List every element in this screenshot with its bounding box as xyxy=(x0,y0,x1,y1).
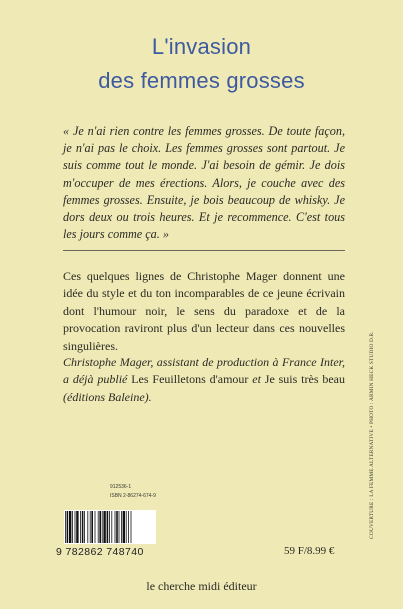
author-note-part2: (éditions Baleine). xyxy=(63,389,152,404)
isbn-code-line-1: 912536-1 xyxy=(110,484,132,490)
barcode-icon xyxy=(64,510,156,544)
spine-credit-text: COUVERTURE : LA FEMME ALTERNATIVE • PHOTO : ARMIN HECK STUDIO D.R. xyxy=(369,331,375,539)
title-line-2: des femmes grosses xyxy=(98,68,305,93)
author-note-title2: Je suis très beau xyxy=(260,372,345,387)
description-paragraph: Ces quelques lignes de Christophe Mager donnent une idée du style et du ton incomparables de ce jeune écrivain dont l'humour noir, le sens du paradoxe et de la provocation raviront plus d'un lecteur dans ces nouvelles singulières. xyxy=(63,269,345,353)
spine-credit xyxy=(366,300,378,570)
author-note-part1: Christophe Mager, assistant de production à France Inter, a déjà publié xyxy=(63,355,345,387)
divider-rule xyxy=(63,250,345,251)
publisher-name: le cherche midi éditeur xyxy=(146,579,257,593)
author-note-title1: Les Feuilletons d'amour xyxy=(127,372,253,387)
excerpt-quote: « Je n'ai rien contre les femmes grosses. De toute façon, je n'ai pas le choix. Les femmes grosses sont partout. Je suis comme tout le monde. J'ai besoin de gémir. Je dois m'occuper de mes érections. Alors, je couche avec des femmes grosses. Ensuite, je bois beaucoup de whisky. Je dors deux ou trois heures. Et je recommence. C'est tous les jours comme ça. » xyxy=(63,124,345,242)
price-label: 59 F/8.99 € xyxy=(284,545,335,557)
barcode-digits: 9 782862 748740 xyxy=(56,546,144,558)
author-note-and: et xyxy=(252,372,261,387)
title-line-1: L'invasion xyxy=(151,34,252,59)
author-note xyxy=(63,354,345,406)
isbn-code-line-2: ISBN 2-86274-674-9 xyxy=(110,493,156,499)
